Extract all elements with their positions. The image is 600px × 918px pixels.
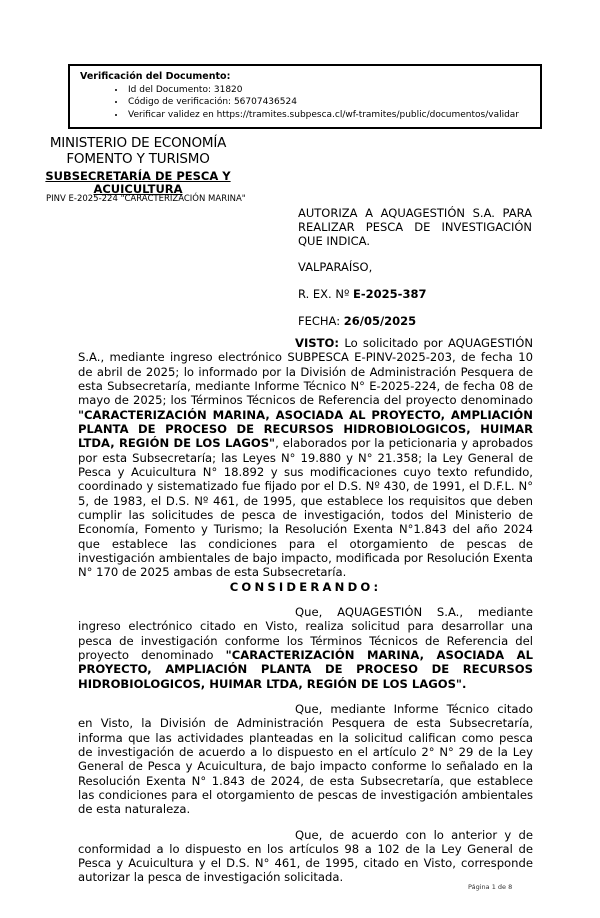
subject-text: AUTORIZA A AQUAGESTIÓN S.A. PARA REALIZAR PESCA DE INVESTIGACIÓN QUE INDICA. [298, 206, 532, 248]
verification-box [68, 64, 542, 129]
subsecretaria-line1: SUBSECRETARÍA DE PESCA Y [45, 169, 231, 183]
resolution-number-line [298, 288, 532, 302]
city-line: VALPARAÍSO, [298, 260, 373, 275]
date-value: 26/05/2025 [343, 313, 417, 328]
verification-item-url: • Verificar validez en https://tramites.subpesca.cl/wf-tramites/public/documentos/validar [126, 109, 534, 121]
page-number: Página 1 de 8 [468, 883, 513, 891]
resolution-number: E-2025-387 [353, 287, 427, 302]
pinv-reference: PINV E-2025-224 "CARACTERIZACIÓN MARINA" [46, 194, 246, 204]
considerando-paragraph-2: Que, mediante Informe Técnico citado en Visto, la División de Administración Pesquera de esta Subsecretaría, informa que las actividades planteadas en la solicitud califican como pesca de investigación de acuerdo a lo dispuesto en el artículo 2° N° 29 de la Ley General de Pesca y Acuicultura, de bajo impacto conforme lo señalado en la Resolución Exenta N° 1.843 de 2024, de esta Subsecretaría, que establece las condiciones para el otorgamiento de pescas de investigación ambientales de esta naturaleza. [78, 701, 533, 817]
subsecretaria-header [40, 170, 236, 196]
ministry-line2: FOMENTO Y TURISMO [66, 150, 210, 167]
subject-block [298, 207, 532, 329]
verification-item-document-id: • Id del Documento: 31820 [126, 84, 534, 96]
considerando-paragraph-3: Que, de acuerdo con lo anterior y de conformidad a lo dispuesto en los artículos 98 a 102 de la Ley General de Pesca y Acuicultura y el D.S. N° 461, de 1995, citado en Visto, corresponde autorizar la pesca de investigación solicitada. [78, 827, 533, 885]
resolution-label: R. EX. Nº [298, 287, 354, 302]
verification-list [80, 84, 534, 121]
verification-item-code: • Código de verificación: 56707436524 [126, 96, 534, 108]
visto-paragraph: VISTO: Lo solicitado por AQUAGESTIÓN S.A., mediante ingreso electrónico SUBPESCA E-PINV-2025-203, de fecha 10 de abril de 2025; lo informado por la División de Administración Pesquera de esta Subsecretaría, mediante Informe Técnico N° E-2025-224, de fecha 08 de mayo de 2025; los Términos Técnicos de Referencia del proyecto denominado "CARACTERIZACIÓN MARINA, ASOCIADA AL PROYECTO, AMPLIACIÓN PLANTA DE PROCESO DE RECURSOS HIDROBIOLOGICOS, HUIMAR LTDA, REGIÓN DE LOS LAGOS", elaborados por la peticionaria y aprobados por esta Subsecretaría; las Leyes N° 19.880 y N° 21.358; la Ley General de Pesca y Acuicultura N° 18.892 y sus modificaciones cuyo texto refundido, coordinado y sistematizado fue fijado por el D.S. Nº 430, de 1991, el D.F.L. N° 5, de 1983, el D.S. Nº 461, de 1995, que establece los requisitos que deben cumplir las solicitudes de pesca de investigación, todos del Ministerio de Economía, Fomento y Turismo; la Resolución Exenta N°1.843 del año 2024 que establece las condiciones para el otorgamiento de pescas de investigación ambientales de bajo impacto, modificada por Resolución Exenta N° 170 de 2025 ambas de esta Subsecretaría. [78, 336, 533, 580]
ministry-line1: MINISTERIO DE ECONOMÍA [49, 135, 227, 151]
considerando-paragraph-1: Que, AQUAGESTIÓN S.A., mediante ingreso electrónico citado en Visto, realiza solicitud para desarrollar una pesca de investigación conforme los Términos Técnicos de Referencia del proyecto denominado "CARACTERIZACIÓN MARINA, ASOCIADA AL PROYECTO, AMPLIACIÓN PLANTA DE PROCESO DE RECURSOS HIDROBIOLOGICOS, HUIMAR LTDA, REGIÓN DE LOS LAGOS". [78, 604, 533, 691]
date-label: FECHA: [298, 313, 344, 328]
considerando-heading: CONSIDERANDO: [229, 579, 382, 594]
ministry-header [40, 136, 236, 167]
document-body [78, 336, 533, 885]
subsecretaria-line2: ACUICULTURA [93, 182, 183, 196]
verification-title: Verificación del Documento: [80, 71, 231, 82]
date-line [298, 315, 532, 329]
